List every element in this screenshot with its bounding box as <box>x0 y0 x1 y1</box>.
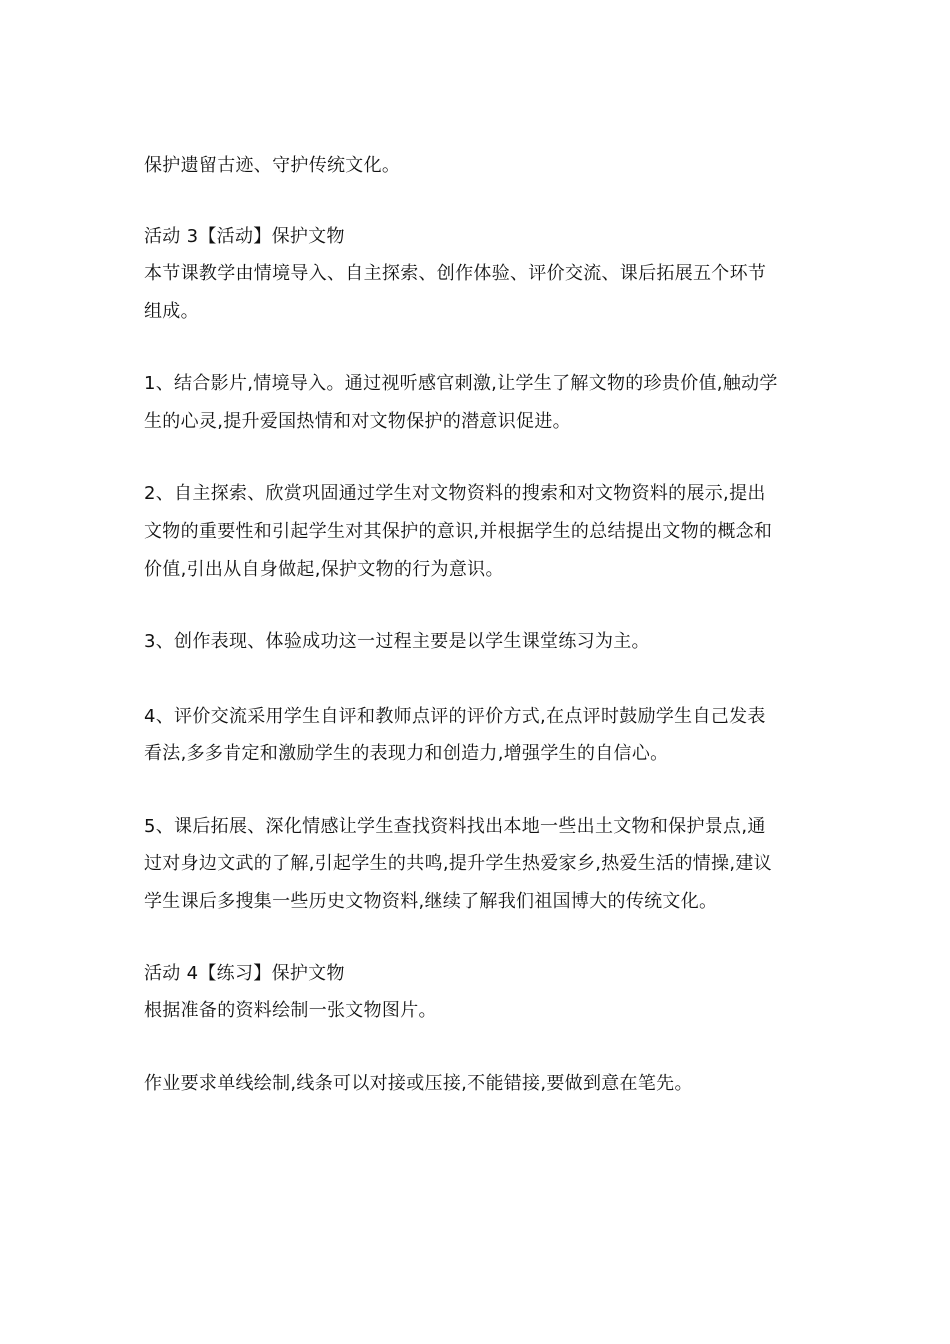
item5-line-3: 学生课后多搜集一些历史文物资料,继续了解我们祖国博大的传统文化。 <box>144 891 718 912</box>
item5-line-2: 过对身边文武的了解,引起学生的共鸣,提升学生热爱家乡,热爱生活的情操,建议 <box>144 853 772 874</box>
activity3-summary-line-2: 组成。 <box>144 301 199 322</box>
item2-line-1: 2、自主探索、欣赏巩固通过学生对文物资料的搜索和对文物资料的展示,提出 <box>144 483 766 504</box>
item3-line-1: 3、创作表现、体验成功这一过程主要是以学生课堂练习为主。 <box>144 631 650 652</box>
activity3-summary-line-1: 本节课教学由情境导入、自主探索、创作体验、评价交流、课后拓展五个环节 <box>144 263 767 284</box>
item2-line-3: 价值,引出从自身做起,保护文物的行为意识。 <box>144 559 504 580</box>
activity3-heading: 活动 3【活动】保护文物 <box>144 226 345 247</box>
activity4-heading: 活动 4【练习】保护文物 <box>144 963 345 984</box>
item5-line-1: 5、课后拓展、深化情感让学生查找资料找出本地一些出土文物和保护景点,通 <box>144 816 766 837</box>
intro-line: 保护遗留古迹、守护传统文化。 <box>144 155 401 176</box>
item4-line-2: 看法,多多肯定和激励学生的表现力和创造力,增强学生的自信心。 <box>144 743 669 764</box>
item4-line-1: 4、评价交流采用学生自评和教师点评的评价方式,在点评时鼓励学生自己发表 <box>144 706 766 727</box>
item1-line-1: 1、结合影片,情境导入。通过视听感官刺激,让学生了解文物的珍贵价值,触动学 <box>144 373 778 394</box>
item2-line-2: 文物的重要性和引起学生对其保护的意识,并根据学生的总结提出文物的概念和 <box>144 521 773 542</box>
activity4-requirement: 作业要求单线绘制,线条可以对接或压接,不能错接,要做到意在笔先。 <box>144 1073 693 1094</box>
item1-line-2: 生的心灵,提升爱国热情和对文物保护的潜意识促进。 <box>144 411 571 432</box>
activity4-task: 根据准备的资料绘制一张文物图片。 <box>144 1000 437 1021</box>
